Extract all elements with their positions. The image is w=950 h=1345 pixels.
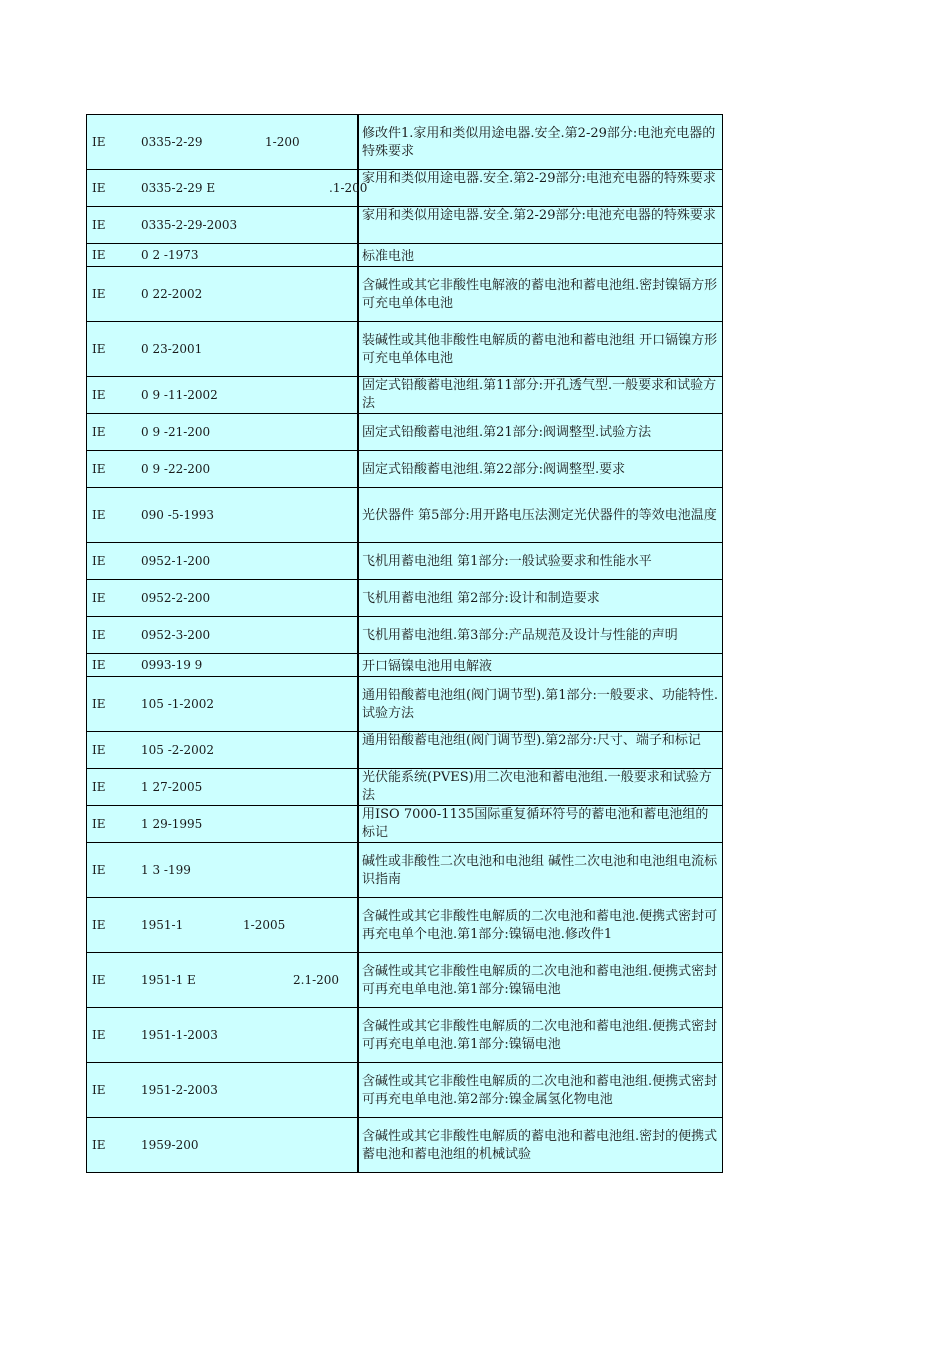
description-cell[interactable] — [359, 769, 723, 805]
standard-code-cell[interactable] — [87, 1118, 359, 1172]
description-cell[interactable] — [359, 806, 723, 842]
code-prefix: IE — [92, 425, 106, 439]
code-number: 0 9 -11-2002 — [141, 388, 218, 402]
code-number: 1951-1-2003 — [141, 1028, 218, 1042]
table-row[interactable] — [87, 654, 723, 677]
code-prefix: IE — [92, 780, 106, 794]
table-row[interactable] — [87, 769, 723, 806]
description-cell[interactable] — [359, 115, 723, 169]
description-cell[interactable] — [359, 677, 723, 731]
description-text: 含碱性或其它非酸性电解质的二次电池和蓄电池组.便携式密封可再充电单电池.第1部分:镍镉电池 — [362, 1018, 718, 1052]
description-text: 固定式铅酸蓄电池组.第21部分:阀调整型.试验方法 — [362, 424, 652, 440]
description-text: 飞机用蓄电池组 第1部分:一般试验要求和性能水平 — [362, 553, 652, 569]
standard-code-cell[interactable] — [87, 1063, 359, 1117]
standard-code-cell[interactable] — [87, 267, 359, 321]
table-row[interactable] — [87, 617, 723, 654]
table-row[interactable] — [87, 580, 723, 617]
description-text: 碱性或非酸性二次电池和电池组 碱性二次电池和电池组电流标识指南 — [362, 853, 718, 887]
code-number: 1951-1 E — [141, 973, 196, 987]
table-row[interactable] — [87, 451, 723, 488]
description-cell[interactable] — [359, 267, 723, 321]
code-prefix: IE — [92, 135, 106, 149]
code-number: 0952-3-200 — [141, 628, 211, 642]
standard-code-cell[interactable] — [87, 322, 359, 376]
table-row[interactable] — [87, 377, 723, 414]
code-number: 0335-2-29 E — [141, 181, 216, 195]
code-prefix: IE — [92, 591, 106, 605]
description-text: 含碱性或其它非酸性电解质的二次电池和蓄电池.便携式密封可再充电单个电池.第1部分:镍镉电池.修改件1 — [362, 908, 718, 942]
standard-code-cell[interactable] — [87, 543, 359, 579]
standard-code-cell[interactable] — [87, 654, 359, 676]
description-text: 通用铅酸蓄电池组(阀门调节型).第1部分:一般要求、功能特性.试验方法 — [362, 687, 719, 721]
standard-code-cell[interactable] — [87, 488, 359, 542]
code-prefix: IE — [92, 1138, 106, 1152]
table-row[interactable] — [87, 1008, 723, 1063]
code-number: 0993-19 9 — [141, 658, 203, 672]
code-prefix: IE — [92, 218, 106, 232]
description-cell[interactable] — [359, 207, 723, 243]
standard-code-cell[interactable] — [87, 1008, 359, 1062]
code-number: 0 9 -22-200 — [141, 462, 211, 476]
code-number: 105 -1-2002 — [141, 697, 215, 711]
standard-code-cell[interactable] — [87, 898, 359, 952]
standard-code-cell[interactable] — [87, 843, 359, 897]
description-text: 光伏能系统(PVES)用二次电池和蓄电池组.一般要求和试验方法 — [362, 770, 712, 803]
description-cell[interactable] — [359, 953, 723, 1007]
table-row[interactable] — [87, 898, 723, 953]
description-text: 标准电池 — [362, 249, 415, 264]
standard-code-cell[interactable] — [87, 115, 359, 169]
description-cell[interactable] — [359, 543, 723, 579]
table-row[interactable] — [87, 677, 723, 732]
code-prefix: IE — [92, 973, 106, 987]
description-cell[interactable] — [359, 617, 723, 653]
description-text: 用ISO 7000-1135国际重复循环符号的蓄电池和蓄电池组的标记 — [362, 807, 709, 840]
description-cell[interactable] — [359, 1008, 723, 1062]
table-row[interactable] — [87, 267, 723, 322]
code-number: 090 -5-1993 — [141, 508, 215, 522]
table-row[interactable] — [87, 1118, 723, 1173]
description-text: 家用和类似用途电器.安全.第2-29部分:电池充电器的特殊要求 — [362, 171, 716, 186]
code-number: 1951-1 — [141, 918, 184, 932]
table-row[interactable] — [87, 414, 723, 451]
code-number: 0952-2-200 — [141, 591, 211, 605]
description-text: 光伏器件 第5部分:用开路电压法测定光伏器件的等效电池温度 — [362, 507, 717, 523]
table-row[interactable] — [87, 543, 723, 580]
code-prefix: IE — [92, 918, 106, 932]
description-cell[interactable] — [359, 732, 723, 768]
code-number: 0952-1-200 — [141, 554, 211, 568]
description-text: 飞机用蓄电池组 第2部分:设计和制造要求 — [362, 590, 600, 606]
code-number: 0 22-2002 — [141, 287, 203, 301]
standard-code-cell[interactable] — [87, 806, 359, 842]
code-number: 0335-2-29-2003 — [141, 218, 238, 232]
description-cell[interactable] — [359, 322, 723, 376]
code-suffix: 2.1-200 — [293, 973, 340, 987]
description-text: 含碱性或其它非酸性电解液的蓄电池和蓄电池组.密封镍镉方形可充电单体电池 — [362, 277, 718, 311]
code-number: 105 -2-2002 — [141, 743, 215, 757]
code-prefix: IE — [92, 287, 106, 301]
standard-code-cell[interactable] — [87, 451, 359, 487]
code-number: 1959-200 — [141, 1138, 199, 1152]
code-prefix: IE — [92, 1083, 106, 1097]
code-number: 1 29-1995 — [141, 817, 203, 831]
code-prefix: IE — [92, 743, 106, 757]
code-prefix: IE — [92, 697, 106, 711]
code-prefix: IE — [92, 658, 106, 672]
standard-code-cell[interactable] — [87, 617, 359, 653]
description-text: 飞机用蓄电池组.第3部分:产品规范及设计与性能的声明 — [362, 627, 678, 643]
description-text: 家用和类似用途电器.安全.第2-29部分:电池充电器的特殊要求 — [362, 208, 716, 223]
code-prefix: IE — [92, 863, 106, 877]
table-row[interactable] — [87, 488, 723, 543]
description-text: 固定式铅酸蓄电池组.第22部分:阀调整型.要求 — [362, 461, 626, 477]
code-prefix: IE — [92, 628, 106, 642]
standard-code-cell[interactable] — [87, 732, 359, 768]
standard-code-cell[interactable] — [87, 769, 359, 805]
spreadsheet-table — [86, 114, 723, 1173]
standard-code-cell[interactable] — [87, 677, 359, 731]
table-row[interactable] — [87, 953, 723, 1008]
code-number: 0 2 -1973 — [141, 248, 199, 262]
description-cell[interactable] — [359, 244, 723, 266]
code-suffix: .1-200 — [329, 181, 368, 195]
code-number: 1 27-2005 — [141, 780, 203, 794]
table-row[interactable] — [87, 115, 723, 170]
description-text: 含碱性或其它非酸性电解质的二次电池和蓄电池组.便携式密封可再充电单电池.第1部分:镍镉电池 — [362, 963, 718, 997]
description-text: 含碱性或其它非酸性电解质的二次电池和蓄电池组.便携式密封可再充电单电池.第2部分:镍金属氢化物电池 — [362, 1073, 718, 1107]
code-number: 0 23-2001 — [141, 342, 203, 356]
code-prefix: IE — [92, 388, 106, 402]
description-text: 修改件1.家用和类似用途电器.安全.第2-29部分:电池充电器的特殊要求 — [362, 125, 716, 159]
standard-code-cell[interactable] — [87, 207, 359, 243]
standard-code-cell[interactable] — [87, 953, 359, 1007]
standard-code-cell[interactable] — [87, 170, 368, 206]
description-text: 固定式铅酸蓄电池组.第11部分:开孔透气型.一般要求和试验方法 — [362, 378, 717, 411]
code-number: 1 3 -199 — [141, 863, 191, 877]
code-suffix: 1-200 — [265, 135, 300, 149]
description-text: 通用铅酸蓄电池组(阀门调节型).第2部分:尺寸、端子和标记 — [362, 733, 701, 748]
standard-code-cell[interactable] — [87, 377, 359, 413]
standard-code-cell[interactable] — [87, 244, 359, 266]
standard-code-cell[interactable] — [87, 580, 359, 616]
table-row[interactable] — [87, 806, 723, 843]
description-cell[interactable] — [359, 843, 723, 897]
code-number: 0335-2-29 — [141, 135, 203, 149]
description-cell[interactable] — [359, 898, 723, 952]
code-prefix: IE — [92, 554, 106, 568]
table-row[interactable] — [87, 732, 723, 769]
description-text: 含碱性或其它非酸性电解质的蓄电池和蓄电池组.密封的便携式蓄电池和蓄电池组的机械试验 — [362, 1128, 718, 1162]
code-prefix: IE — [92, 181, 106, 195]
code-prefix: IE — [92, 342, 106, 356]
description-text: 装碱性或其他非酸性电解质的蓄电池和蓄电池组 开口镉镍方形可充电单体电池 — [362, 332, 718, 366]
description-text: 开口镉镍电池用电解液 — [362, 659, 493, 674]
code-prefix: IE — [92, 1028, 106, 1042]
description-cell[interactable] — [359, 1063, 723, 1117]
code-prefix: IE — [92, 248, 106, 262]
code-prefix: IE — [92, 817, 106, 831]
code-number: 1951-2-2003 — [141, 1083, 218, 1097]
description-cell[interactable] — [359, 580, 723, 616]
code-prefix: IE — [92, 462, 106, 476]
description-cell[interactable] — [359, 451, 723, 487]
description-cell[interactable] — [359, 654, 723, 676]
description-cell[interactable] — [359, 488, 723, 542]
table-row[interactable] — [87, 207, 723, 244]
standard-code-cell[interactable] — [87, 414, 359, 450]
description-cell[interactable] — [359, 377, 723, 413]
code-prefix: IE — [92, 508, 106, 522]
table-row[interactable] — [87, 1063, 723, 1118]
code-number: 0 9 -21-200 — [141, 425, 211, 439]
table-row[interactable] — [87, 170, 723, 207]
code-suffix: 1-2005 — [243, 918, 286, 932]
description-cell[interactable] — [359, 1118, 723, 1172]
description-cell[interactable] — [359, 414, 723, 450]
description-cell[interactable] — [359, 170, 723, 206]
table-row[interactable] — [87, 322, 723, 377]
table-row[interactable] — [87, 843, 723, 898]
table-row[interactable] — [87, 244, 723, 267]
